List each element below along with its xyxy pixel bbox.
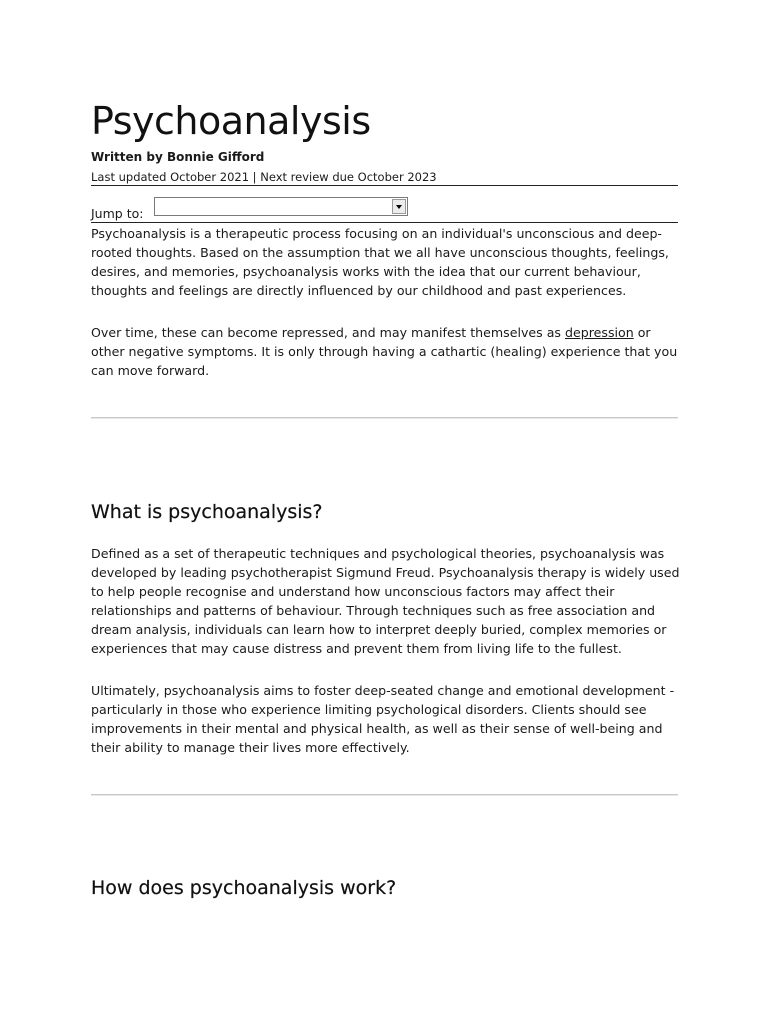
section-divider bbox=[91, 794, 678, 796]
intro-p2-text-after: or other negative symptoms. It is only through having a cathartic (healing) experience that you can move forward. bbox=[91, 325, 678, 378]
jump-to-row bbox=[91, 196, 678, 223]
author-line: Written by Bonnie Gifford bbox=[91, 150, 265, 164]
what-is-paragraph-2: Ultimately, psychoanalysis aims to foster deep-seated change and emotional development - particularly in those who experience limiting psychological disorders. Clients should see improvements in their mental and physical health, as well as their sense of well-being and their ability to manage their lives more effectively. bbox=[91, 683, 675, 755]
section-heading-what-is: What is psychoanalysis? bbox=[91, 501, 323, 523]
intro-p2-text-before: Over time, these can become repressed, and may manifest themselves as bbox=[91, 325, 565, 340]
intro-paragraph-2 bbox=[91, 323, 681, 380]
page-title: Psychoanalysis bbox=[91, 99, 371, 143]
what-is-paragraph-1: Defined as a set of therapeutic techniques and psychological theories, psychoanalysis was developed by leading psychotherapist Sigmund Freud. Psychoanalysis therapy is widely used to help people recognise and understand how unconscious factors may affect their relationships and patterns of behaviour. Through techniques such as free association and dream analysis, individuals can learn how to interpret deeply buried, complex memories or experiences that may cause distress and prevent them from living life to the fullest. bbox=[91, 546, 680, 656]
section-heading-how-does: How does psychoanalysis work? bbox=[91, 877, 397, 899]
section-divider bbox=[91, 417, 678, 419]
review-dates: Last updated October 2021 | Next review due October 2023 bbox=[91, 170, 678, 186]
intro-paragraph-1: Psychoanalysis is a therapeutic process focusing on an individual's unconscious and deep-rooted thoughts. Based on the assumption that we all have unconscious thoughts, feelings, desires, and memories, psychoanalysis works with the idea that our current behaviour, thoughts and feelings are directly influenced by our childhood and past experiences. bbox=[91, 226, 669, 298]
depression-link[interactable]: depression bbox=[565, 325, 634, 340]
chevron-down-icon[interactable] bbox=[392, 199, 406, 214]
jump-to-select[interactable] bbox=[154, 197, 408, 216]
jump-to-label: Jump to: bbox=[91, 206, 144, 221]
